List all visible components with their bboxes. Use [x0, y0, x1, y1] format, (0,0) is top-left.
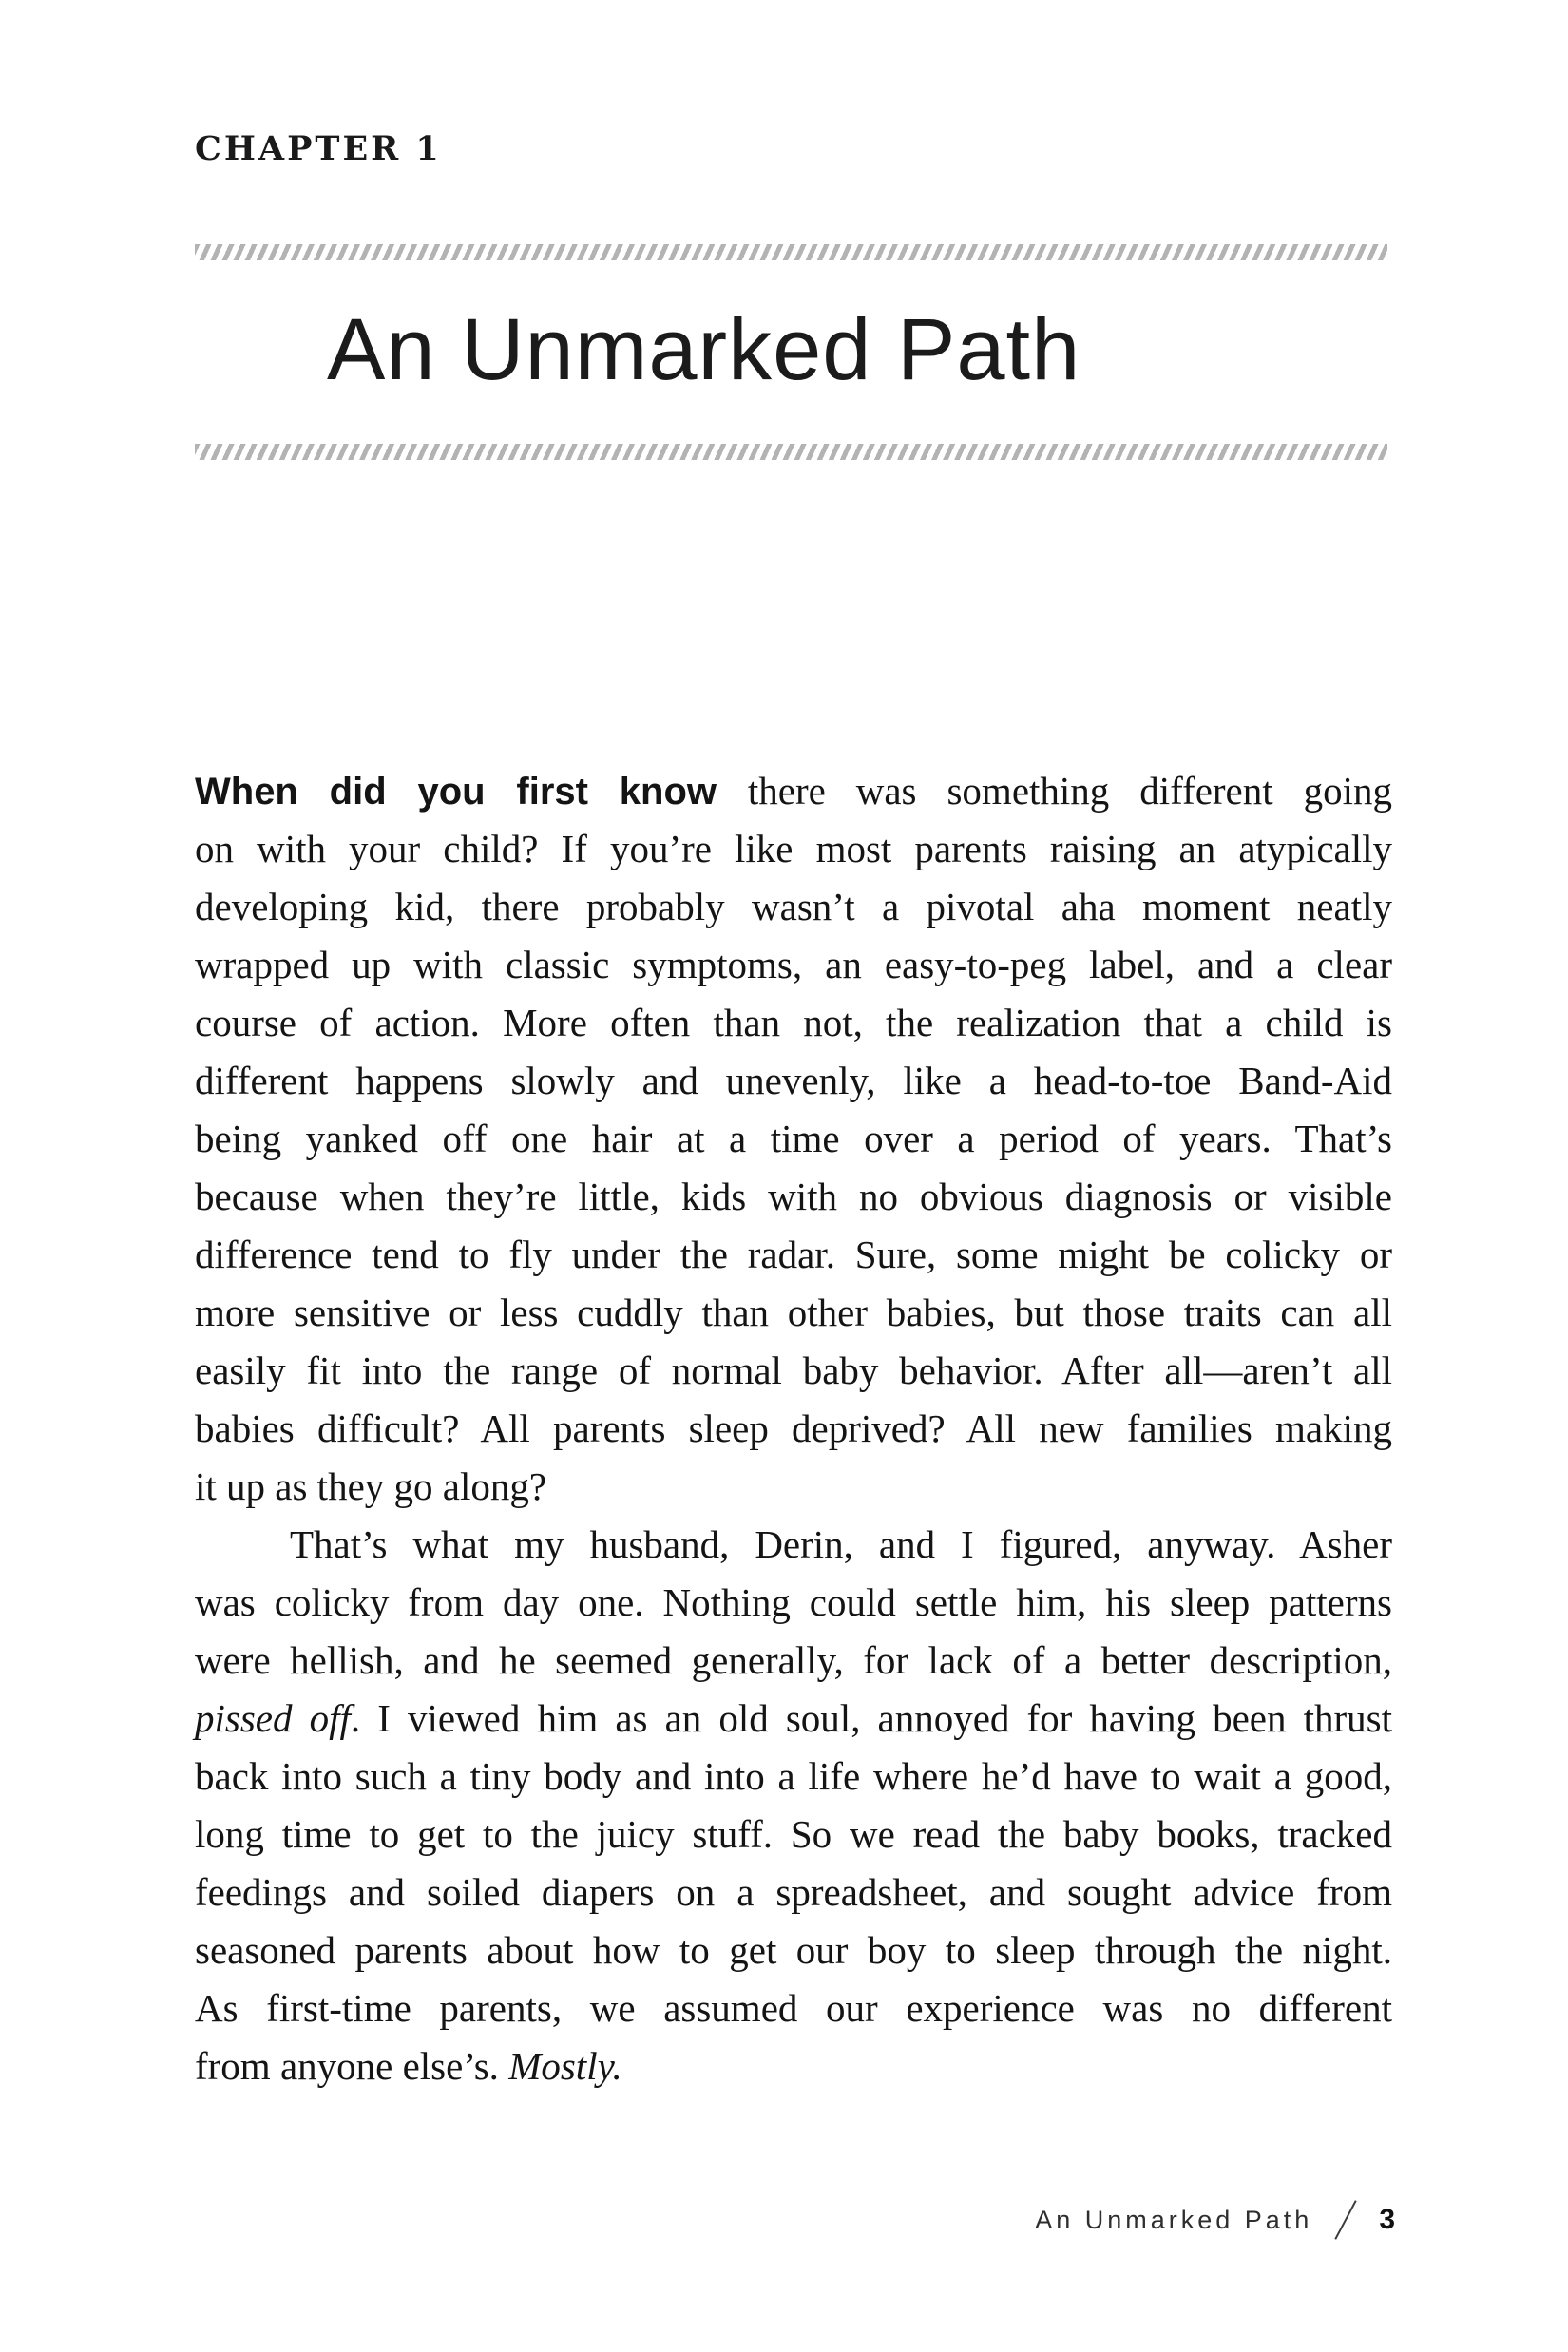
text-line: because when they’re little, kids with no obvious diagnosis or visible: [195, 1175, 1392, 1218]
text-line: That’s what my husband, Derin, and I figured, anyway. Asher: [290, 1522, 1392, 1566]
text-line: were hellish, and he seemed generally, for lack of a better description,: [195, 1638, 1392, 1682]
text-line: back into such a tiny body and into a life where he’d have to wait a good,: [195, 1754, 1392, 1798]
text-line: on with your child? If you’re like most parents raising an atypically: [195, 827, 1392, 870]
chapter-title: An Unmarked Path: [327, 301, 1081, 398]
footer-slash-icon: [1335, 2200, 1357, 2240]
paragraph: [195, 762, 1392, 1516]
hatch-rule-bottom: [195, 444, 1387, 460]
text-line: pissed off. I viewed him as an old soul, annoyed for having been thrust: [195, 1696, 1392, 1740]
footer: [1035, 2193, 1395, 2247]
text-line: difference tend to fly under the radar. Sure, some might be colicky or: [195, 1233, 1392, 1276]
text-line: easily fit into the range of normal baby behavior. After all—aren’t all: [195, 1348, 1392, 1392]
text-line: wrapped up with classic symptoms, an easy-to-peg label, and a clear: [195, 943, 1392, 986]
text-line: being yanked off one hair at a time over a period of years. That’s: [195, 1117, 1392, 1160]
text-line: was colicky from day one. Nothing could settle him, his sleep patterns: [195, 1580, 1392, 1624]
chapter-label: CHAPTER 1: [195, 129, 442, 168]
text-line: it up as they go along?: [195, 1464, 547, 1508]
text-line: seasoned parents about how to get our boy to sleep through the night.: [195, 1928, 1392, 1972]
footer-page-number: 3: [1379, 2204, 1395, 2235]
paragraph: [195, 1516, 1392, 2095]
text-line: When did you first know there was something different going: [195, 769, 1392, 813]
text-line: from anyone else’s. Mostly.: [195, 2044, 622, 2088]
text-line: As first-time parents, we assumed our experience was no different: [195, 1986, 1392, 2030]
text-line: developing kid, there probably wasn’t a pivotal aha moment neatly: [195, 885, 1392, 928]
text-line: more sensitive or less cuddly than other babies, but those traits can all: [195, 1291, 1392, 1334]
text-line: different happens slowly and unevenly, like a head-to-toe Band-Aid: [195, 1059, 1392, 1102]
text-line: long time to get to the juicy stuff. So we read the baby books, tracked: [195, 1812, 1392, 1856]
text-line: babies difficult? All parents sleep deprived? All new families making: [195, 1406, 1392, 1450]
footer-running-title: An Unmarked Path: [1035, 2205, 1313, 2234]
hatch-rule-top: [195, 244, 1387, 260]
body-text: [195, 762, 1392, 2095]
text-line: feedings and soiled diapers on a spreadsheet, and sought advice from: [195, 1870, 1392, 1914]
text-line: course of action. More often than not, the realization that a child is: [195, 1001, 1392, 1044]
